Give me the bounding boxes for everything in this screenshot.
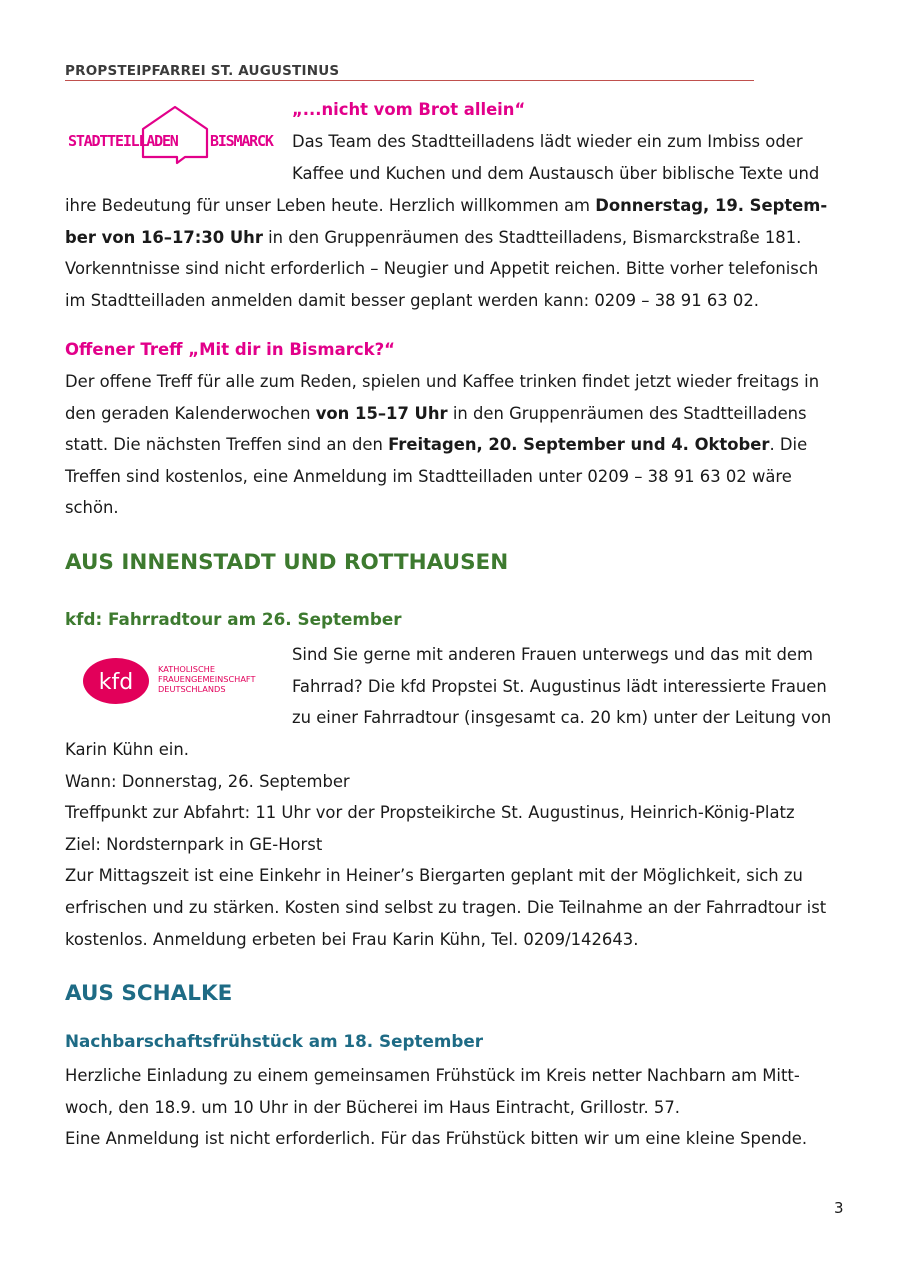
text-line: schön. bbox=[65, 498, 119, 518]
time-highlight: ber von 16–17:30 Uhr bbox=[65, 227, 263, 247]
bismarck-logo-text: BISMARCK bbox=[210, 132, 273, 150]
text-line bbox=[65, 222, 845, 254]
text-line bbox=[65, 429, 845, 461]
text-line: kostenlos. Anmeldung erbeten bei Frau Karin Kühn, Tel. 0209/142643. bbox=[65, 929, 639, 949]
text-run: den geraden Kalenderwochen bbox=[65, 403, 316, 423]
section-title-offener-treff: Offener Treff „Mit dir in Bismarck?“ bbox=[65, 340, 396, 359]
kfd-logo-line1: KATHOLISCHE bbox=[158, 664, 216, 674]
text-run: ihre Bedeutung für unser Leben heute. Herzlich willkommen am bbox=[65, 196, 596, 215]
text-line: Zur Mittagszeit ist eine Einkehr in Heiner’s Biergarten geplant mit der Möglichkeit, sich zu bbox=[65, 866, 803, 886]
stadtteilladen-bismarck-logo bbox=[65, 103, 277, 165]
text-run: . Die bbox=[769, 435, 808, 455]
text-line: Ziel: Nordsternpark in GE-Horst bbox=[65, 834, 323, 854]
section3-body bbox=[65, 734, 845, 955]
text-line: woch, den 18.9. um 10 Uhr in der Bücherei im Haus Eintracht, Grillostr. 57. bbox=[65, 1097, 680, 1117]
text-line bbox=[65, 398, 845, 430]
text-line: Sind Sie gerne mit anderen Frauen unterwegs und das mit dem bbox=[292, 645, 813, 664]
text-line bbox=[65, 190, 845, 222]
text-line: Treffpunkt zur Abfahrt: 11 Uhr vor der Propsteikirche St. Augustinus, Heinrich-König-Platz bbox=[65, 803, 795, 823]
time-highlight: von 15–17 Uhr bbox=[315, 403, 448, 423]
section-title-brot: „...nicht vom Brot allein“ bbox=[292, 100, 526, 119]
text-line: erfrischen und zu stärken. Kosten sind selbst zu tragen. Die Teilnahme an der Fahrradtour ist bbox=[65, 897, 827, 917]
text-line: im Stadtteilladen anmelden damit besser geplant werden kann: 0209 – 38 91 63 02. bbox=[65, 290, 759, 310]
text-line: zu einer Fahrradtour (insgesamt ca. 20 km) unter der Leitung von bbox=[292, 708, 832, 728]
stadtteilladen-logo-text: STADTTEILLADEN bbox=[68, 132, 178, 150]
section4-body bbox=[65, 1060, 845, 1155]
page-number: 3 bbox=[834, 1199, 844, 1217]
text-line: Herzliche Einladung zu einem gemeinsamen Frühstück im Kreis netter Nachbarn am Mitt- bbox=[65, 1066, 800, 1085]
text-run: in den Gruppenräumen des Stadtteilladens, Bismarckstraße 181. bbox=[262, 227, 802, 247]
section-title-nachbarschaftsfruehstueck: Nachbarschaftsfrühstück am 18. September bbox=[65, 1031, 484, 1051]
text-line: Karin Kühn ein. bbox=[65, 740, 189, 759]
section-title-fahrradtour: kfd: Fahrradtour am 26. September bbox=[65, 609, 402, 629]
text-line: Vorkenntnisse sind nicht erforderlich – Neugier und Appetit reichen. Bitte vorher telefonisch bbox=[65, 259, 819, 279]
text-line: Kaffee und Kuchen und dem Austausch über biblische Texte und bbox=[292, 163, 820, 183]
text-line: Der offene Treff für alle zum Reden, spielen und Kaffee trinken findet jetzt wieder freitags in bbox=[65, 372, 820, 391]
text-line: Treffen sind kostenlos, eine Anmeldung im Stadtteilladen unter 0209 – 38 91 63 02 wäre bbox=[65, 466, 792, 486]
section1-body bbox=[65, 190, 845, 316]
date-highlight: Freitagen, 20. September und 4. Oktober bbox=[388, 435, 770, 455]
text-run: statt. Die nächsten Treffen sind an den bbox=[65, 435, 389, 455]
kfd-logo-mark: kfd bbox=[98, 670, 134, 695]
text-line: Fahrrad? Die kfd Propstei St. Augustinus lädt interessierte Frauen bbox=[292, 676, 827, 696]
text-line: Eine Anmeldung ist nicht erforderlich. Für das Frühstück bitten wir um eine kleine Spende. bbox=[65, 1129, 808, 1149]
section3-wrap-text bbox=[292, 639, 852, 734]
text-line: Das Team des Stadtteilladens lädt wieder ein zum Imbiss oder bbox=[292, 132, 803, 151]
kfd-logo-line2: FRAUENGEMEINSCHAFT bbox=[158, 674, 256, 684]
section2-body bbox=[65, 366, 845, 524]
kfd-logo-line3: DEUTSCHLANDS bbox=[158, 684, 226, 694]
section1-wrap-text bbox=[292, 126, 852, 189]
date-highlight: Donnerstag, 19. Septem- bbox=[595, 196, 828, 215]
kfd-logo bbox=[80, 652, 280, 710]
text-line: Wann: Donnerstag, 26. September bbox=[65, 771, 350, 791]
running-header: PROPSTEIPFARREI ST. AUGUSTINUS bbox=[65, 63, 754, 81]
heading-innenstadt-rotthausen: AUS INNENSTADT UND ROTTHAUSEN bbox=[65, 550, 509, 575]
text-run: in den Gruppenräumen des Stadtteilladens bbox=[447, 403, 807, 423]
heading-schalke: AUS SCHALKE bbox=[65, 981, 233, 1006]
